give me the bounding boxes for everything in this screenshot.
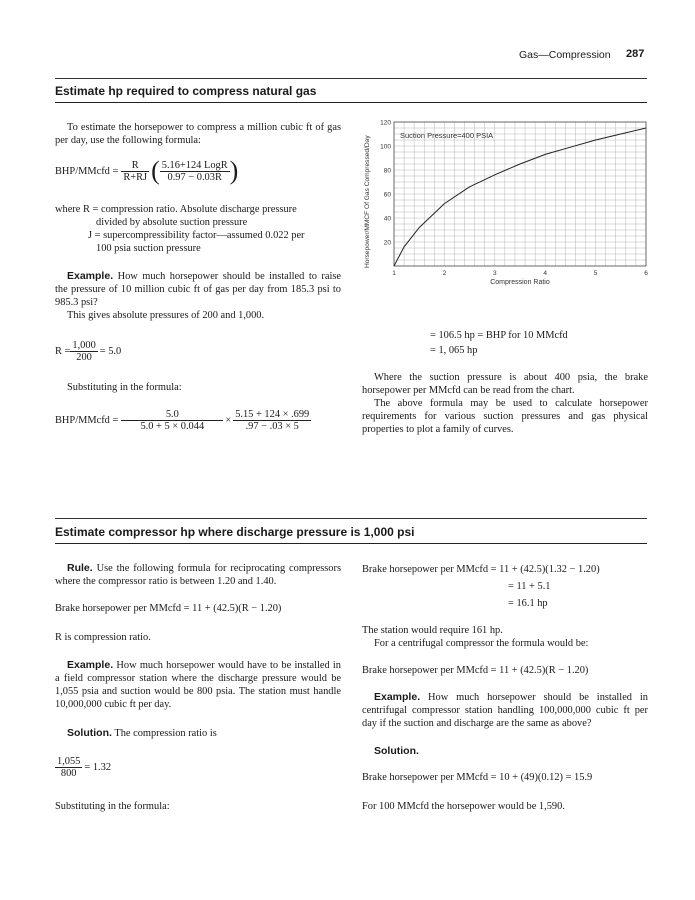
ratio-equation bbox=[55, 756, 111, 779]
chart-y-label: Horsepower/MMCF Of Gas Compressed/Day bbox=[364, 135, 371, 268]
chart-title: Suction Pressure=400 PSIA bbox=[400, 131, 494, 140]
bhp-calc-lhs: BHP/MMcfd = bbox=[55, 415, 119, 426]
chart-x-tick-label: 4 bbox=[543, 270, 548, 277]
solution2-label: Solution. bbox=[374, 745, 419, 757]
result-line-1: = 106.5 hp = BHP for 10 MMcfd bbox=[430, 330, 568, 341]
result-line-2: = 1, 065 hp bbox=[430, 345, 478, 356]
chart-x-ticks bbox=[392, 270, 648, 277]
section1-title: Estimate hp required to compress natural gas bbox=[55, 84, 317, 98]
frac2-numerator: 5.16+124 LogR bbox=[161, 159, 228, 171]
frac1-denominator: R+RJ bbox=[123, 171, 148, 183]
chart-series-line bbox=[394, 128, 646, 266]
section1-bottom-rule bbox=[55, 102, 647, 103]
final-result: For 100 MMcfd the horsepower would be 1,590. bbox=[362, 801, 565, 812]
section2-top-rule bbox=[55, 518, 647, 519]
rule-paragraph bbox=[55, 562, 341, 588]
example2-label: Example. bbox=[67, 659, 114, 671]
r-eq-rhs: = 5.0 bbox=[99, 346, 122, 357]
section2-title: Estimate compressor hp where discharge pressure is 1,000 psi bbox=[55, 525, 415, 539]
rule-text: Use the following formula for reciprocating compressors where the compressor ratio is between 1.20 and 1.40. bbox=[55, 563, 341, 587]
left-paren: ( bbox=[151, 156, 160, 185]
family-of-curves-paragraph: The above formula may be used to calculate horsepower requirements for various suction pressures and gas physical properties to plot a family of curves. bbox=[362, 398, 648, 435]
chart-y-tick-label: 120 bbox=[380, 119, 391, 127]
station-requirement: The station would require 161 hp. bbox=[362, 625, 503, 636]
example2-text: How much horsepower would have to be installed in a field compressor station where the discharge pressure would be 1,055 psia and suction would be 800 psia. The station must handle 10,000,000 cubic ft per day. bbox=[55, 660, 341, 710]
right-paren: ) bbox=[229, 156, 239, 185]
where-j-line2: 100 psia suction pressure bbox=[96, 243, 201, 254]
chart-y-tick-label: 40 bbox=[383, 215, 391, 223]
calc-line-2: = 11 + 5.1 bbox=[508, 581, 551, 592]
times-sign: × bbox=[225, 415, 232, 426]
r-eq-frac bbox=[70, 340, 97, 363]
bhp-formula-lhs: BHP/MMcfd = bbox=[55, 165, 119, 177]
r-equation bbox=[55, 340, 121, 363]
r-eq-denominator: 200 bbox=[76, 352, 92, 363]
ratio-frac bbox=[55, 756, 82, 779]
chart-y-ticks bbox=[380, 120, 391, 247]
intro-paragraph: To estimate the horsepower to compress a million cubic ft of gas per day, use the following formula: bbox=[55, 122, 341, 146]
bhp-calc-frac1-den: 5.0 + 5 × 0.044 bbox=[140, 421, 205, 432]
example3-paragraph bbox=[362, 691, 648, 730]
centrifugal-intro: For a centrifugal compressor the formula would be: bbox=[374, 638, 589, 649]
centrifugal-formula: Brake horsepower per MMcfd = 11 + (42.5)(R − 1.20) bbox=[362, 665, 589, 676]
r-eq-lhs: R = bbox=[55, 346, 71, 357]
r-eq-numerator: 1,000 bbox=[72, 340, 96, 351]
chart-y-tick-label: 60 bbox=[383, 191, 391, 199]
absolute-pressures-text: This gives absolute pressures of 200 and 1,000. bbox=[67, 310, 265, 321]
page-number: 287 bbox=[626, 48, 645, 60]
chart-y-tick-label: 80 bbox=[383, 167, 391, 175]
bhp-formula-frac2 bbox=[160, 160, 230, 183]
chart-grid bbox=[394, 122, 646, 266]
frac2-denominator: 0.97 − 0.03R bbox=[167, 171, 222, 183]
chart-x-tick-label: 3 bbox=[492, 270, 497, 277]
chart-y-tick-label: 20 bbox=[383, 239, 391, 247]
bhp-calc-frac2 bbox=[233, 409, 311, 432]
ratio-denominator: 800 bbox=[60, 768, 77, 779]
ratio-numerator: 1,055 bbox=[57, 756, 81, 767]
chart-x-tick-label: 1 bbox=[392, 270, 396, 277]
section1-top-rule bbox=[55, 78, 647, 79]
chart-x-tick-label: 6 bbox=[644, 270, 648, 277]
bhp-calc-frac1 bbox=[121, 409, 223, 432]
example2-paragraph bbox=[55, 659, 341, 711]
hp-chart bbox=[360, 116, 650, 292]
example1-paragraph bbox=[55, 270, 341, 309]
chart-x-label: Compression Ratio bbox=[490, 279, 550, 286]
solution1-paragraph bbox=[67, 727, 217, 740]
substituting-text-1: Substituting in the formula: bbox=[67, 382, 182, 393]
rule-label: Rule. bbox=[67, 562, 93, 574]
where-j-line1: J = supercompressibility factor—assumed 0.022 per bbox=[88, 230, 305, 241]
running-title: Gas—Compression bbox=[519, 49, 611, 61]
where-r-line1: where R = compression ratio. Absolute discharge pressure bbox=[55, 204, 297, 215]
section2-bottom-rule bbox=[55, 543, 647, 544]
where-r-line2: divided by absolute suction pressure bbox=[96, 217, 248, 228]
bhp-calc-frac2-num: 5.15 + 124 × .699 bbox=[235, 409, 310, 420]
example3-text: How much horsepower should be installed in centrifugal compressor station handling 100,000,000 cubic ft per day if the suction and discharge are the same as above? bbox=[362, 692, 648, 729]
chart-x-tick-label: 5 bbox=[593, 270, 598, 277]
solution1-label: Solution. bbox=[67, 727, 112, 739]
calc-line-3: = 16.1 hp bbox=[508, 598, 548, 609]
example1-text: How much horsepower should be installed to raise the pressure of 10 million cubic ft of gas per day from 185.3 psi to 985.3 psi? bbox=[55, 271, 341, 308]
example1-label: Example. bbox=[67, 270, 114, 282]
solution1-text: The compression ratio is bbox=[114, 728, 217, 739]
calc-line-1: Brake horsepower per MMcfd = 11 + (42.5)(1.32 − 1.20) bbox=[362, 564, 600, 575]
bhp-formula-frac1 bbox=[121, 160, 149, 183]
example3-label: Example. bbox=[374, 691, 421, 703]
bhp-formula bbox=[55, 158, 238, 184]
chart-reading-paragraph: Where the suction pressure is about 400 psia, the brake horsepower per MMcfd can be read from the chart. bbox=[362, 372, 648, 396]
solution2-paragraph bbox=[374, 745, 419, 758]
chart-x-tick-label: 2 bbox=[442, 270, 447, 277]
substituting-text-2: Substituting in the formula: bbox=[55, 801, 170, 812]
chart-y-tick-label: 100 bbox=[380, 143, 391, 151]
ratio-rhs: = 1.32 bbox=[84, 762, 112, 773]
bhp-calculation bbox=[55, 409, 311, 432]
calc-line-4: Brake horsepower per MMcfd = 10 + (49)(0.12) = 15.9 bbox=[362, 772, 593, 783]
frac1-numerator: R bbox=[121, 160, 149, 172]
bhp-calc-frac2-den: .97 − .03 × 5 bbox=[245, 421, 299, 432]
bhp-calc-frac1-num: 5.0 bbox=[121, 409, 223, 421]
r-definition: R is compression ratio. bbox=[55, 632, 151, 643]
recip-formula: Brake horsepower per MMcfd = 11 + (42.5)(R − 1.20) bbox=[55, 603, 282, 614]
